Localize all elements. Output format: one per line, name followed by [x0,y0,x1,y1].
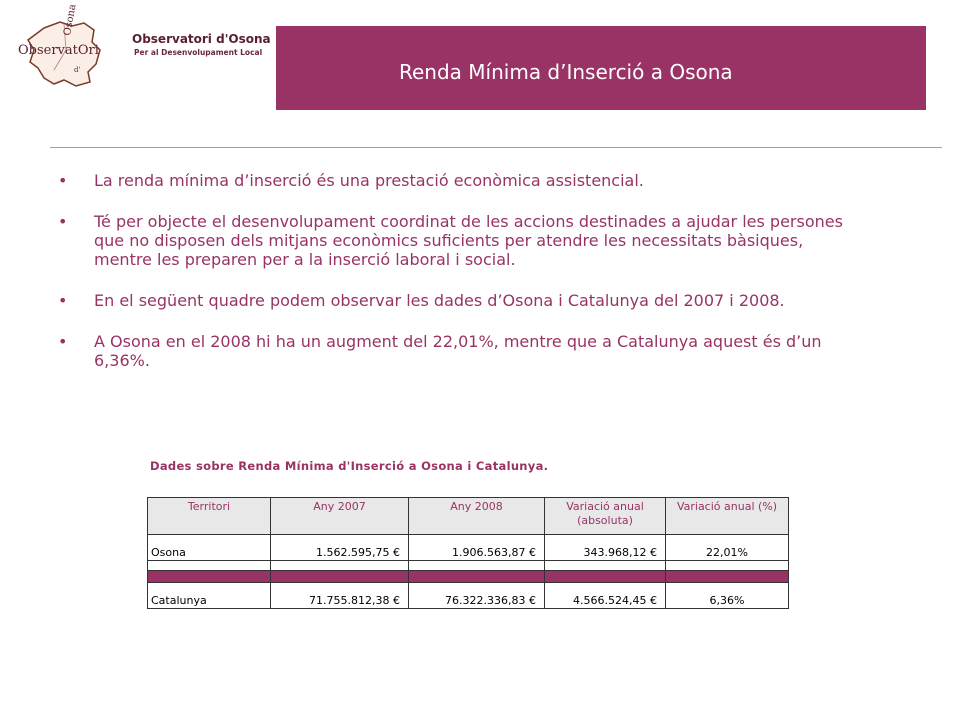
table-title: Dades sobre Renda Mínima d'Inserció a Osona i Catalunya. [150,459,549,473]
data-table [147,497,789,609]
table-separator-band [148,571,789,583]
table-cell: 6,36% [666,583,789,609]
table-cell: 22,01% [666,535,789,561]
table-cell: Osona [148,535,271,561]
header-cell: Any 2007 [271,498,409,535]
bullet-item: • Té per objecte el desenvolupament coordinat de les accions destinades a ajudar les persones que no disposen dels mitjans econòmics suficients per atendre les necessitats bàsiques, mentre les preparen per a la inserció laboral i social. [58,212,858,269]
table-header-row [148,498,789,535]
osona-map-emblem-icon [14,3,124,92]
observatori-logo [14,3,271,92]
bullet-item: • En el següent quadre podem observar les dades d’Osona i Catalunya del 2007 i 2008. [58,291,858,310]
table-cell: 4.566.524,45 € [545,583,666,609]
table-cell: 1.906.563,87 € [409,535,545,561]
logo-emblem-text: ObservatOri [18,43,99,58]
svg-text:d': d' [74,66,81,74]
header-cell: Any 2008 [409,498,545,535]
table-cell: Catalunya [148,583,271,609]
table-spacer-row [148,561,789,571]
table-cell: 1.562.595,75 € [271,535,409,561]
table-cell: 343.968,12 € [545,535,666,561]
bullet-list [58,171,858,392]
logo-org-name: Observatori d'Osona [132,32,271,46]
bullet-item: • La renda mínima d’inserció és una prestació econòmica assistencial. [58,171,858,190]
bullet-item: • A Osona en el 2008 hi ha un augment del 22,01%, mentre que a Catalunya aquest és d’un 6,36%. [58,332,858,370]
svg-text:Osona: Osona [62,3,79,37]
table-cell: 71.755.812,38 € [271,583,409,609]
table-row [148,583,789,609]
logo-org-subtitle: Per al Desenvolupament Local [134,48,263,57]
header-cell: Variació anual (absoluta) [545,498,666,535]
page-title: Renda Mínima d’Inserció a Osona [399,60,733,84]
header-cell: Variació anual (%) [666,498,789,535]
header-cell: Territori [148,498,271,535]
header-banner [276,26,926,110]
table-row [148,535,789,561]
header-divider [50,147,942,148]
table-cell: 76.322.336,83 € [409,583,545,609]
